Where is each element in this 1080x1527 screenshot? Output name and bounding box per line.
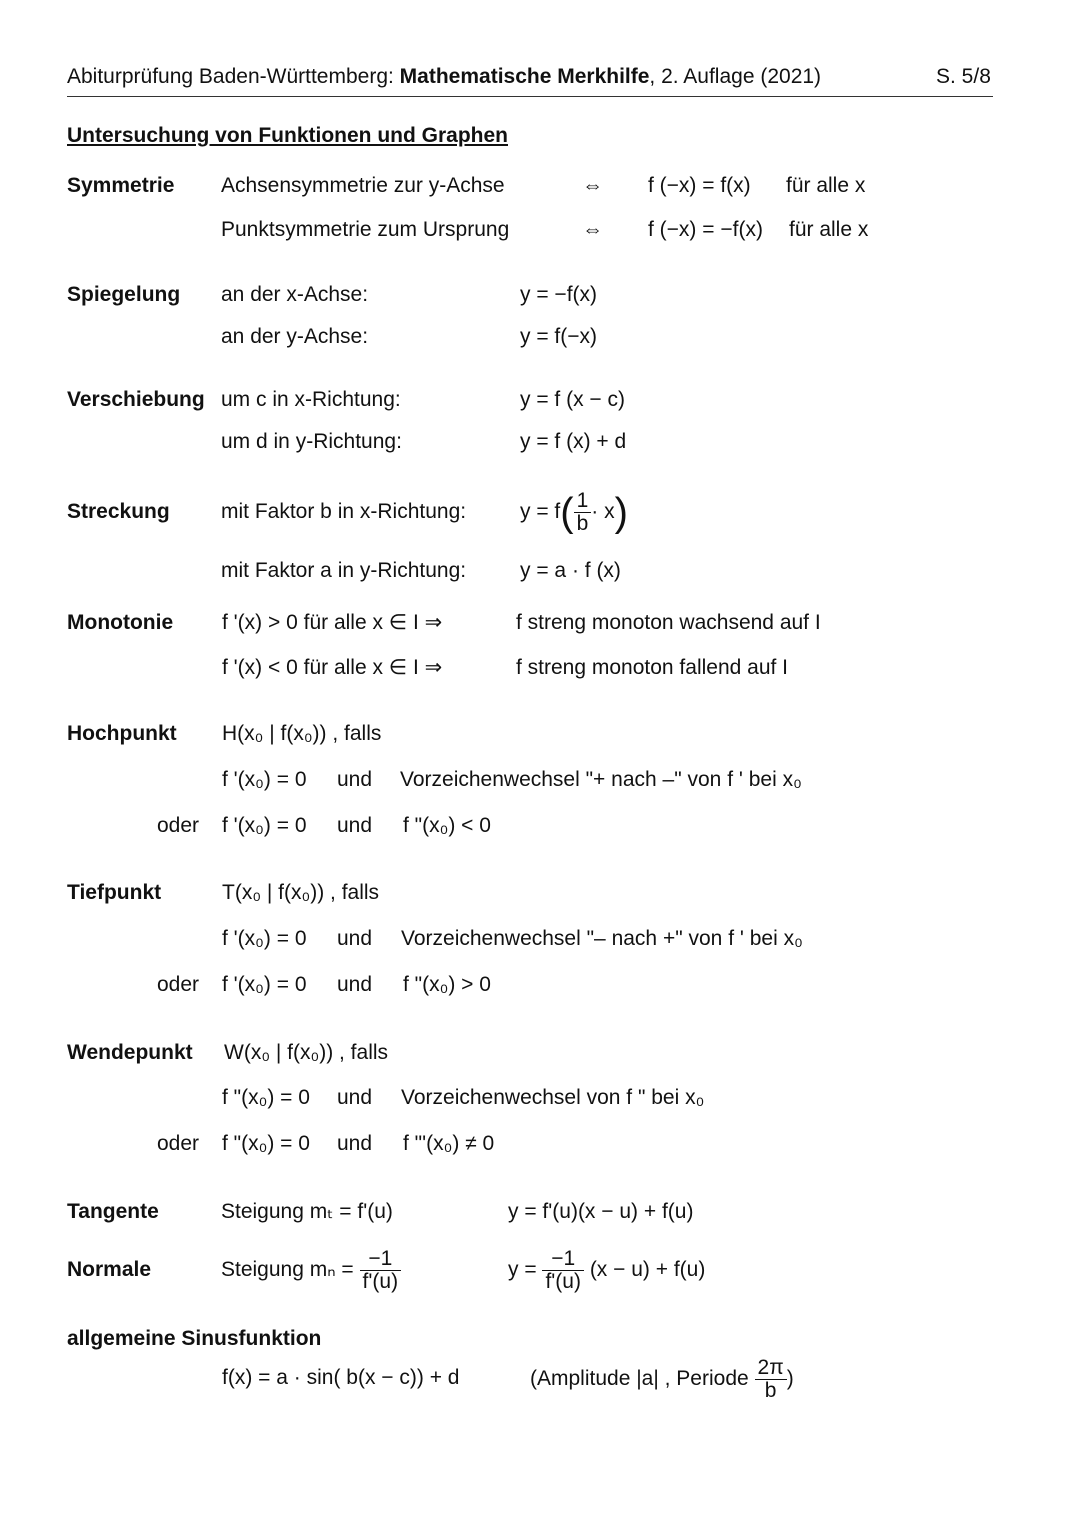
symmetrie-row1-cond: für alle x (786, 174, 866, 197)
tiefpunkt-row1-b: Vorzeichenwechsel "– nach +" von f ' bei x₀ (401, 927, 803, 950)
wendepunkt-row2-und: und (337, 1132, 373, 1155)
equivalence-arrow: ⇔ (582, 174, 603, 197)
streckung-row1-formula: y = f( $\frac{1}{b}$ · x) (520, 488, 628, 535)
header-prefix: Abiturprüfung Baden-Württemberg: (67, 65, 400, 88)
wendepunkt-def: W(x₀ | f(x₀)) , falls (224, 1041, 389, 1064)
sinus-amp-post: ) (786, 1367, 794, 1390)
hochpunkt-row1-und: und (337, 768, 373, 791)
fraction-minus-one-over-fprime (360, 1248, 402, 1293)
tangente-formula: y = f'(u)(x − u) + f(u) (508, 1200, 694, 1223)
fraction-one-over-b (574, 490, 592, 535)
hochpunkt-row1-a: f '(x₀) = 0 (222, 768, 307, 791)
header-divider (67, 96, 993, 97)
hochpunkt-oder: oder (157, 814, 200, 837)
hochpunkt-row2-b: f "(x₀) < 0 (403, 814, 491, 837)
tiefpunkt-oder: oder (157, 973, 200, 996)
tangente-label: Tangente (67, 1200, 159, 1223)
normale-formula-post: (x − u) + f(u) (589, 1258, 706, 1281)
fraction-denominator: b (576, 511, 589, 535)
spiegelung-label: Spiegelung (67, 283, 181, 306)
streckung-row1-text: mit Faktor b in x-Richtung: (221, 500, 467, 523)
monotonie-row2-result: f streng monoton fallend auf I (516, 656, 789, 679)
symmetrie-row2-formula: f (−x) = −f(x) (648, 218, 763, 241)
header-suffix: , 2. Auflage (2021) (649, 65, 822, 88)
monotonie-row1-cond: f '(x) > 0 für alle x ∈ I ⇒ (222, 611, 443, 634)
hochpunkt-def: H(x₀ | f(x₀)) , falls (222, 722, 382, 745)
monotonie-row2-cond: f '(x) < 0 für alle x ∈ I ⇒ (222, 656, 443, 679)
fraction-minus-one-over-fprime (542, 1248, 584, 1293)
sinus-amplitude-periode (530, 1352, 794, 1406)
normale-label: Normale (67, 1258, 152, 1281)
spiegelung-row2-text: an der y-Achse: (221, 325, 369, 348)
header-title-bold: Mathematische Merkhilfe (399, 65, 650, 88)
verschiebung-row2-formula: y = f (x) + d (520, 430, 627, 453)
streckung-label: Streckung (67, 500, 170, 523)
section-title: Untersuchung von Funktionen und Graphen (67, 124, 508, 147)
fraction-denominator: b (764, 1378, 777, 1402)
sinus-label: allgemeine Sinusfunktion (67, 1327, 322, 1350)
streckung-formula-post: · x (591, 500, 615, 523)
hochpunkt-row2-a: f '(x₀) = 0 (222, 814, 307, 837)
verschiebung-row2-text: um d in y-Richtung: (221, 430, 402, 453)
wendepunkt-row2-b: f "'(x₀) ≠ 0 (403, 1132, 495, 1155)
hochpunkt-row1-b: Vorzeichenwechsel "+ nach –" von f ' bei x₀ (400, 768, 802, 791)
hochpunkt-row2-und: und (337, 814, 373, 837)
monotonie-row1-result: f streng monoton wachsend auf I (516, 611, 821, 634)
fraction-denominator: f'(u) (362, 1269, 399, 1293)
fraction-numerator: −1 (360, 1248, 402, 1271)
symmetrie-row1-formula: f (−x) = f(x) (648, 174, 751, 197)
verschiebung-row1-text: um c in x-Richtung: (221, 388, 401, 411)
monotonie-label: Monotonie (67, 611, 174, 634)
fraction-denominator: f'(u) (545, 1269, 581, 1293)
wendepunkt-row1-a: f "(x₀) = 0 (222, 1086, 310, 1109)
wendepunkt-row1-und: und (337, 1086, 373, 1109)
fraction-numerator: 1 (574, 490, 592, 513)
normale-formula-pre: y = (508, 1258, 537, 1281)
hochpunkt-label: Hochpunkt (67, 722, 177, 745)
tiefpunkt-label: Tiefpunkt (67, 881, 162, 904)
tiefpunkt-row1-a: f '(x₀) = 0 (222, 927, 307, 950)
tiefpunkt-row1-und: und (337, 927, 373, 950)
header-title (67, 64, 821, 90)
page-number: S. 5/8 (936, 65, 991, 88)
symmetrie-label: Symmetrie (67, 174, 175, 197)
tangente-slope: Steigung mₜ = f'(u) (221, 1200, 393, 1223)
tiefpunkt-row2-b: f "(x₀) > 0 (403, 973, 491, 996)
wendepunkt-row2-a: f "(x₀) = 0 (222, 1132, 310, 1155)
symmetrie-row1-text: Achsensymmetrie zur y-Achse (221, 174, 505, 197)
wendepunkt-row1-b: Vorzeichenwechsel von f " bei x₀ (401, 1086, 705, 1109)
tiefpunkt-row2-a: f '(x₀) = 0 (222, 973, 307, 996)
wendepunkt-oder: oder (157, 1132, 200, 1155)
tiefpunkt-row2-und: und (337, 973, 373, 996)
sinus-formula: f(x) = a · sin( b(x − c)) + d (222, 1366, 460, 1389)
wendepunkt-label: Wendepunkt (67, 1041, 193, 1064)
spiegelung-row2-formula: y = f(−x) (520, 325, 598, 348)
symmetrie-row2-cond: für alle x (789, 218, 869, 241)
streckung-row2-text: mit Faktor a in y-Richtung: (221, 559, 467, 582)
normale-formula (508, 1243, 705, 1297)
verschiebung-row1-formula: y = f (x − c) (520, 388, 626, 411)
tiefpunkt-def: T(x₀ | f(x₀)) , falls (222, 881, 380, 904)
fraction-numerator: −1 (542, 1248, 584, 1271)
streckung-formula-pre: y = f (520, 500, 561, 523)
symmetrie-row2-text: Punktsymmetrie zum Ursprung (221, 218, 510, 241)
equivalence-arrow: ⇔ (582, 218, 603, 241)
fraction-numerator: 2π (755, 1357, 787, 1380)
normale-slope (221, 1243, 401, 1297)
fraction-two-pi-over-b (755, 1357, 787, 1402)
verschiebung-label: Verschiebung (67, 388, 205, 411)
sinus-amp-pre: (Amplitude |a| , Periode (530, 1367, 749, 1390)
normale-slope-pre: Steigung mₙ = (221, 1258, 354, 1281)
spiegelung-row1-formula: y = −f(x) (520, 283, 598, 306)
streckung-row2-formula: y = a · f (x) (520, 559, 621, 582)
spiegelung-row1-text: an der x-Achse: (221, 283, 369, 306)
